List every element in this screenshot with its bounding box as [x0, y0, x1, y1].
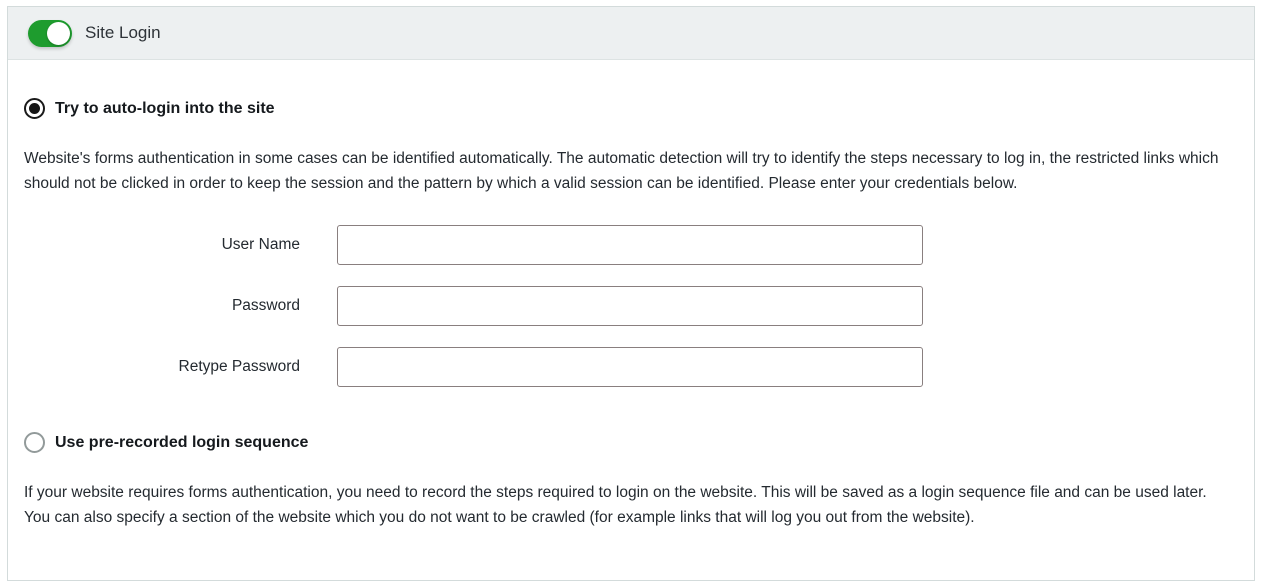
auto-login-description: Website's forms authentication in some cases can be identified automatically. The automatic detection will try to identify the steps necessary to log in, the restricted links which should not be clicked in order to keep the session and the pattern by which a valid session can be identified. Please enter your credentials below. — [24, 150, 1219, 192]
retype-password-input[interactable] — [337, 347, 923, 387]
username-label: User Name — [221, 236, 300, 253]
site-login-panel — [7, 6, 1255, 581]
password-row — [24, 286, 1234, 326]
username-row — [24, 225, 1234, 265]
username-input[interactable] — [337, 225, 923, 265]
auto-login-label: Try to auto-login into the site — [55, 99, 275, 117]
section-title: Site Login — [85, 23, 161, 42]
retype-password-row — [24, 347, 1234, 387]
recorded-login-option[interactable] — [24, 432, 1234, 453]
retype-password-label: Retype Password — [178, 358, 300, 375]
site-login-toggle[interactable] — [28, 20, 72, 47]
password-input[interactable] — [337, 286, 923, 326]
auto-login-option[interactable] — [24, 98, 1234, 119]
recorded-login-label: Use pre-recorded login sequence — [55, 433, 309, 451]
site-login-header — [8, 7, 1254, 60]
toggle-knob-icon — [47, 22, 70, 45]
recorded-login-description: If your website requires forms authentication, you need to record the steps required to login on the website. This will be saved as a login sequence file and can be used later. You can also specify a section of the website which you do not want to be crawled (for example links that will log you out from the website). — [24, 484, 1207, 526]
radio-auto-login[interactable] — [24, 98, 45, 119]
password-label: Password — [231, 297, 300, 314]
credentials-form — [24, 225, 1234, 387]
site-login-content — [8, 98, 1254, 530]
radio-recorded-login[interactable] — [24, 432, 45, 453]
